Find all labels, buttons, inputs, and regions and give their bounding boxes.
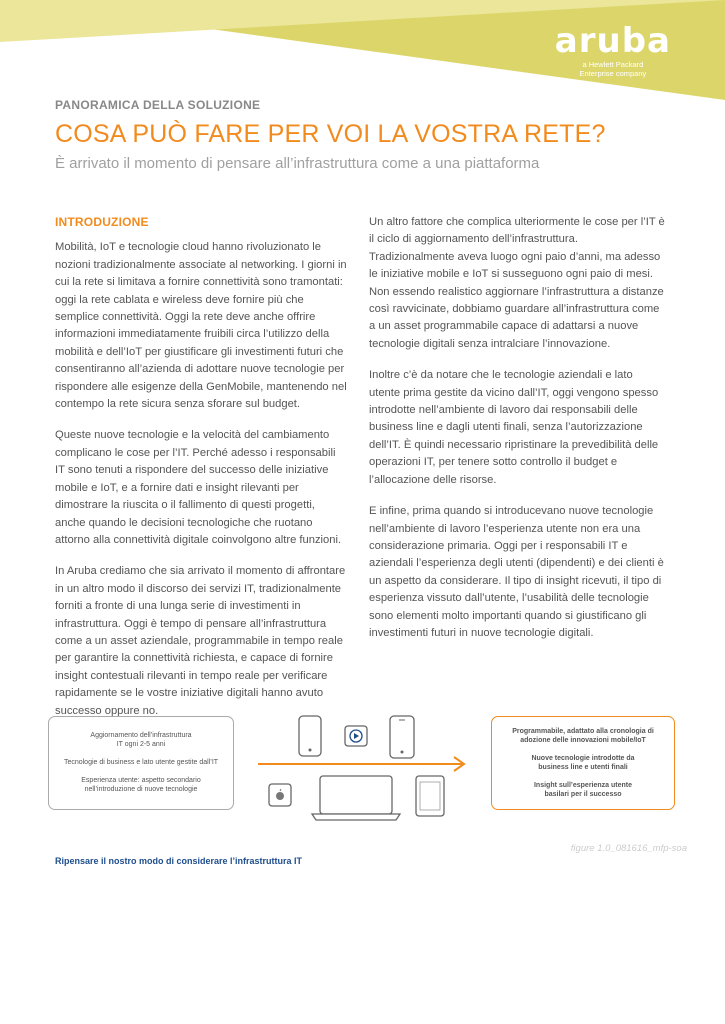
left-column: [55, 214, 347, 734]
tablet-icon: [416, 776, 444, 816]
aruba-logo[interactable]: [554, 21, 671, 78]
apple-icon: [269, 784, 291, 806]
phone-icon: [390, 716, 414, 758]
section-heading-introduzione: INTRODUZIONE: [55, 215, 149, 229]
figure-caption: Ripensare il nostro modo di considerare l’infrastruttura IT: [55, 856, 303, 866]
device-diagram: [250, 712, 480, 822]
paragraph: Inoltre c’è da notare che le tecnologie aziendali e lato utente prima gestite da vicino dall’IT, oggi vengono spesso introdotte nell’ambiente di lavoro dai responsabili delle business line e dagli utenti finali, senza l’autorizzazione dell’IT. È quindi necessario ripristinare la prevedibilità delle operazioni IT, per tenere sotto controllo il budget e l’allocazione delle risorse.: [369, 369, 659, 486]
box-item: Nuove tecnologie introdotte da business line e utenti finali: [531, 755, 635, 771]
page-title: COSA PUÒ FARE PER VOI LA VOSTRA RETE?: [55, 120, 606, 148]
right-column: [369, 214, 665, 656]
box-item: Aggiornamento dell’infrastruttura IT ogni 2-5 anni: [90, 732, 192, 748]
laptop-icon: [312, 776, 400, 820]
paragraph: Queste nuove tecnologie e la velocità del cambiamento complicano le cose per l’IT. Perché adesso i responsabili IT sono tenuti a rispondere del successo delle iniziative mobile e IoT, e a fornire dati e insight rilevanti per dimostrare la riuscita o il fallimento di questi progetti, anche quando le decisioni tecnologiche che ruotano attorno alla connettività digitale coinvolgono altre funzioni.: [55, 429, 342, 546]
box-item: Programmabile, adattato alla cronologia di adozione delle innovazioni mobile/IoT: [512, 728, 654, 744]
box-item: Tecnologie di business e lato utente gestite dall’IT: [63, 759, 219, 766]
page-subtitle: È arrivato il momento di pensare all’infrastruttura come a una piattaforma: [55, 155, 540, 172]
logo-tagline-1: a Hewlett Packard: [582, 60, 644, 69]
paragraph: Un altro fattore che complica ulteriormente le cose per l’IT è il ciclo di aggiornamento dell’infrastruttura. Tradizionalmente aveva luogo ogni paio d’anni, ma adesso le iniziative mobile e IoT si susseguono ogni paio di mesi. Non essendo realistico aggiornare l’infrastruttura a distanze così ravvicinate, dobbiamo guardare all’infrastruttura come a un asset programmabile capace di adattarsi a nuove tecnologie digitali senza intralciare l’innovazione.: [369, 216, 665, 350]
logo-wordmark: aruba: [554, 21, 671, 61]
box-item: Insight sull’esperienza utente basilari per il successo: [533, 782, 633, 798]
logo-tagline-2: Enterprise company: [579, 69, 647, 78]
traditional-it-box: [48, 716, 234, 810]
figure-reference: figure 1.0_081616_mfp-soa: [570, 843, 687, 854]
new-it-box: [491, 716, 675, 810]
paragraph: E infine, prima quando si introducevano nuove tecnologie nell’ambiente di lavoro l’esperienza utente non era una considerazione primaria. Oggi per i responsabili IT e aziendali l’esperienza degli utenti (dipendenti) e dei clienti è un aspetto da considerare. Il tipo di insight ricevuti, il tipo di esperienza vissuto dall’utente, l’usabilità delle tecnologie sono elementi molto importanti quando si giustificano gli investimenti futuri in nuove tecnologie digitali.: [369, 505, 664, 639]
paragraph: In Aruba crediamo che sia arrivato il momento di affrontare in un altro modo il discorso dei servizi IT, tradizionalmente forniti a fronte di una lunga serie di investimenti in infrastruttura. Oggi è tempo di pensare all’infrastruttura come a un asset aziendale, programmabile in tempo reale per garantire la connettività richiesta, e capace di fornire insight contestuali rilevanti in tempo reale per verificare rapidamente se le vostre iniziative digitali hanno avuto successo oppure no.: [55, 565, 346, 717]
phone-icon: [299, 716, 321, 756]
video-icon: [345, 726, 367, 746]
paragraph: Mobilità, IoT e tecnologie cloud hanno rivoluzionato le nozioni tradizionalmente associate al networking. I giorni in cui la rete si limitava a fornire connettività sono tramontati: oggi la rete cablata e wireless deve fornire più che semplice connettività. Oggi la rete deve anche offrire informazioni immediatamente fruibili circa l’utilizzo della mobilità e dell’IoT per giustificare gli investimenti futuri che consentiranno all’azienda di adottare nuove tecnologie per rispondere alle esigenze della GenMobile, mantenendo nel contempo la rete sicura senza sforare sul budget.: [55, 241, 347, 411]
eyebrow-label: PANORAMICA DELLA SOLUZIONE: [55, 98, 261, 112]
box-item: Esperienza utente: aspetto secondario nell’introduzione di nuove tecnologie: [81, 777, 201, 793]
